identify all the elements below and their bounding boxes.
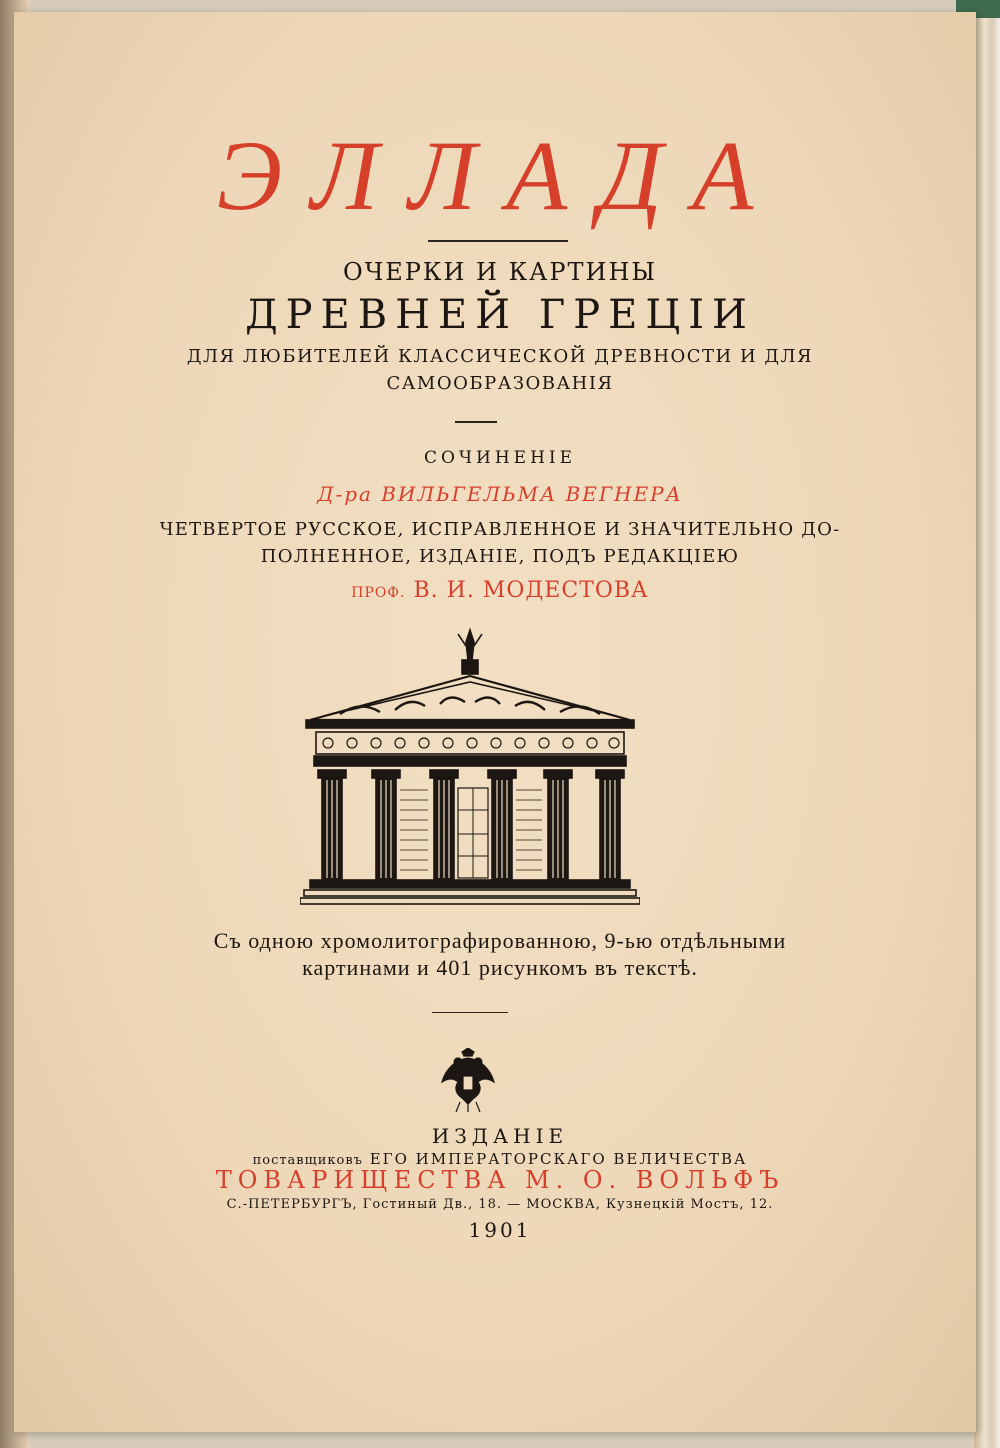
editor-prefix: ПРОФ.: [351, 585, 406, 601]
illustrations-line-1: Съ одною хромолитографированною, 9-ью отдѣльными: [213, 928, 787, 953]
greek-temple-engraving: [300, 620, 640, 910]
editor-line: [0, 578, 1000, 603]
supplier-prefix: поставщиковъ: [252, 1153, 363, 1168]
edition-line-2: ПОЛНЕННОЕ, ИЗДАНІЕ, ПОДЪ РЕДАКЦІЕЮ: [260, 546, 740, 567]
editor-name: В. И. МОДЕСТОВА: [413, 578, 649, 603]
double-headed-eagle-icon: [438, 1048, 498, 1114]
edition-line-1: ЧЕТВЕРТОЕ РУССКОЕ, ИСПРАВЛЕННОЕ И ЗНАЧИТЕЛЬНО ДО-: [159, 519, 841, 540]
illustrations-line-2: картинами и 401 рисункомъ въ текстѣ.: [302, 955, 698, 980]
subtitle-line-1: ОЧЕРКИ И КАРТИНЫ: [343, 258, 657, 286]
divider-top: [428, 240, 568, 242]
supplier-title: ЕГО ИМПЕРАТОРСКАГО ВЕЛИЧЕСТВА: [369, 1150, 748, 1168]
publisher-label: ИЗДАНІЕ: [431, 1124, 569, 1148]
subtitle-line-4: САМООБРАЗОВАНІЯ: [386, 373, 614, 394]
author-name: Д-ра ВИЛЬГЕЛЬМА ВЕГНЕРА: [317, 482, 683, 506]
divider-bottom: [432, 1012, 508, 1013]
subtitle-line-3: ДЛЯ ЛЮБИТЕЛЕЙ КЛАССИЧЕСКОЙ ДРЕВНОСТИ И ДЛЯ: [186, 346, 814, 367]
book-title: ЭЛЛАДА: [216, 120, 784, 231]
publication-year: 1901: [468, 1218, 532, 1242]
publisher-address: С.-ПЕТЕРБУРГЪ, Гостиный Дв., 18. — МОСКВА, Кузнецкій Мостъ, 12.: [226, 1197, 774, 1212]
publisher-company: ТОВАРИЩЕСТВА М. О. ВОЛЬФЪ: [215, 1166, 785, 1194]
divider-middle: [455, 421, 497, 423]
subtitle-line-2: ДРЕВНЕЙ ГРЕЦІИ: [245, 292, 755, 338]
work-label: СОЧИНЕНІЕ: [423, 448, 577, 468]
